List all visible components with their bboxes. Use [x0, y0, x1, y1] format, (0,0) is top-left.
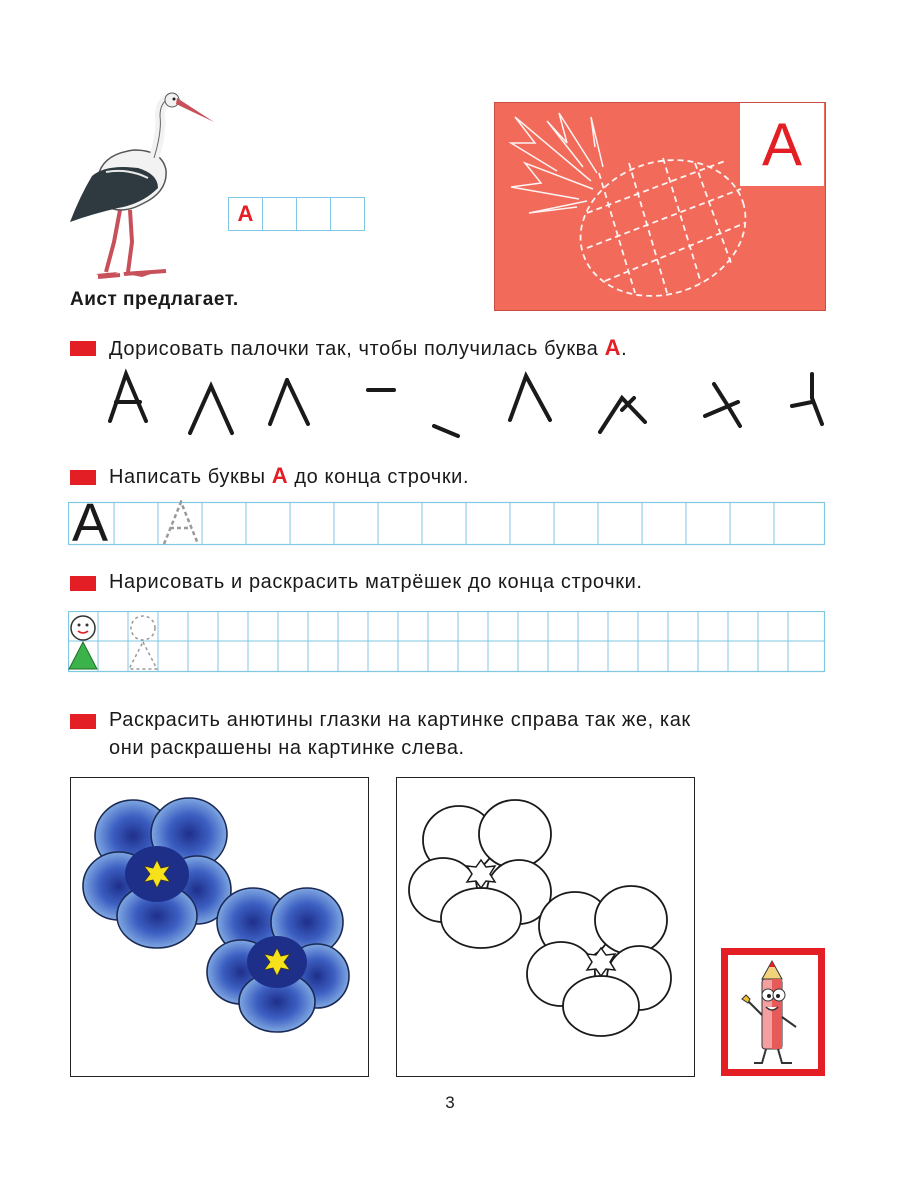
task-3-text: Нарисовать и раскрасить матрёшек до конца строчки. — [109, 571, 643, 593]
matryoshka-grid[interactable] — [68, 611, 826, 673]
pansy-outline-frame[interactable] — [396, 777, 695, 1077]
task-2-text-after: до конца строчки. — [294, 466, 470, 488]
task-4-line1: Раскрасить анютины глазки на картинке справа так же, как — [109, 709, 691, 731]
writing-row[interactable] — [68, 500, 826, 548]
pencil-mascot-badge — [721, 948, 825, 1076]
page-number: 3 — [445, 1093, 455, 1112]
task-2-text-before: Написать буквы — [109, 466, 266, 488]
word-letter-boxes — [228, 197, 365, 231]
task-4-line2: они раскрашены на картинке слева. — [109, 737, 465, 759]
stick-strokes — [100, 368, 830, 443]
matryoshka-sample-icon — [69, 616, 97, 669]
task-1-text-after: . — [621, 338, 628, 360]
task-2-letter: А — [271, 463, 289, 488]
letter-card — [494, 102, 826, 311]
pansy-colored-icon — [71, 778, 368, 1076]
card-letter: А — [761, 111, 803, 178]
pansy-colored-frame — [70, 777, 369, 1077]
stork-icon — [62, 92, 217, 282]
task-bullet — [70, 470, 96, 485]
task-bullet — [70, 341, 96, 356]
pansy-outline-icon — [397, 778, 694, 1076]
task-1-text-before: Дорисовать палочки так, чтобы получилась буква — [109, 338, 599, 360]
task-1-text — [109, 334, 627, 363]
task-bullet — [70, 714, 96, 729]
task-1-letter: А — [604, 335, 622, 360]
task-bullet — [70, 576, 96, 591]
pencil-icon — [728, 955, 818, 1069]
writing-sample-letter: А — [72, 493, 109, 553]
task-2-text — [109, 462, 469, 491]
card-letter-box — [740, 103, 824, 186]
stork-caption: Аист предлагает. — [70, 289, 239, 310]
word-first-letter: А — [237, 201, 254, 226]
